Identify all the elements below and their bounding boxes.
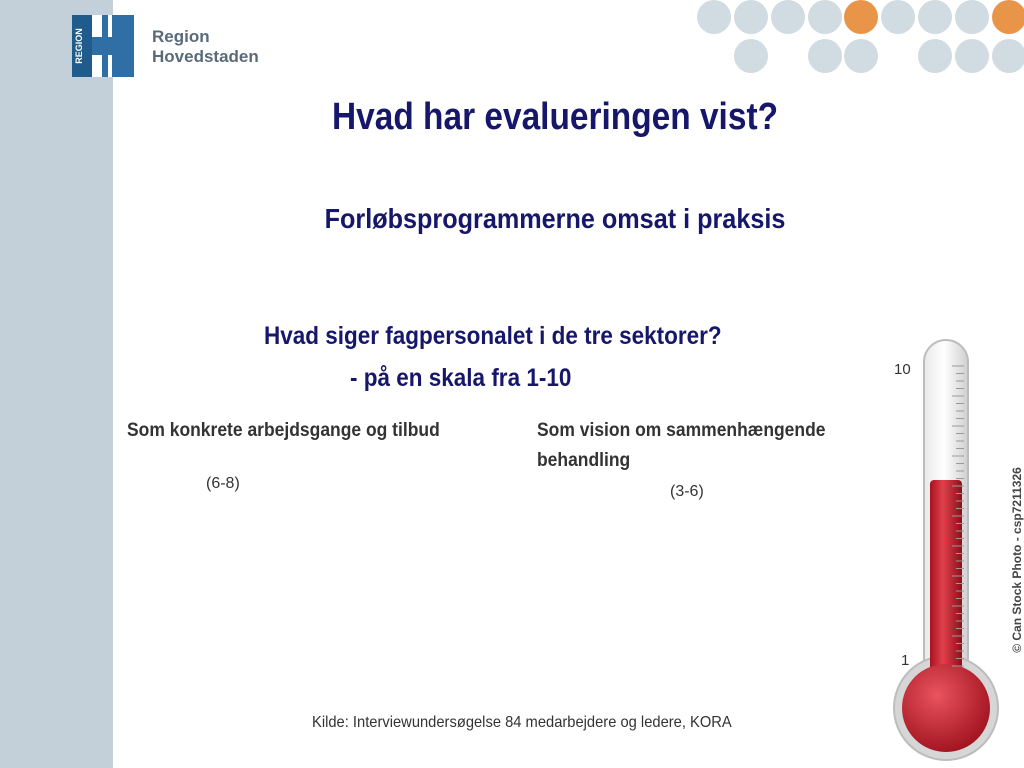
logo-line-hovedstaden: Hovedstaden [152,47,259,66]
logo-wordmark [152,27,259,67]
region-logo-icon [72,15,134,77]
column-heading-practice: Som konkrete arbejdsgange og tilbud [127,420,440,441]
thermometer-icon [890,336,1024,768]
range-vision: (3-6) [670,483,704,500]
scale-min-label: 1 [901,652,910,669]
scale-text: - på en skala fra 1-10 [350,364,572,392]
logo-line-region: Region [152,27,210,46]
page-subtitle: Forløbsprogrammerne omsat i praksis [324,203,786,234]
page-title: Hvad har evalueringen vist? [331,96,779,138]
scale-max-label: 10 [894,361,911,378]
logo-mark-text: REGION [74,28,84,64]
question-text: Hvad siger fagpersonalet i de tre sektorer? [264,322,722,350]
sidebar-band [0,0,113,768]
decorative-dots [690,0,1024,80]
watermark-text: © Can Stock Photo - csp7211326 [1010,467,1024,653]
column-heading-vision: Som vision om sammenhængende behandling [537,420,826,471]
range-practice: (6-8) [206,475,240,492]
source-note: Kilde: Interviewundersøgelse 84 medarbejdere og ledere, KORA [312,714,732,731]
